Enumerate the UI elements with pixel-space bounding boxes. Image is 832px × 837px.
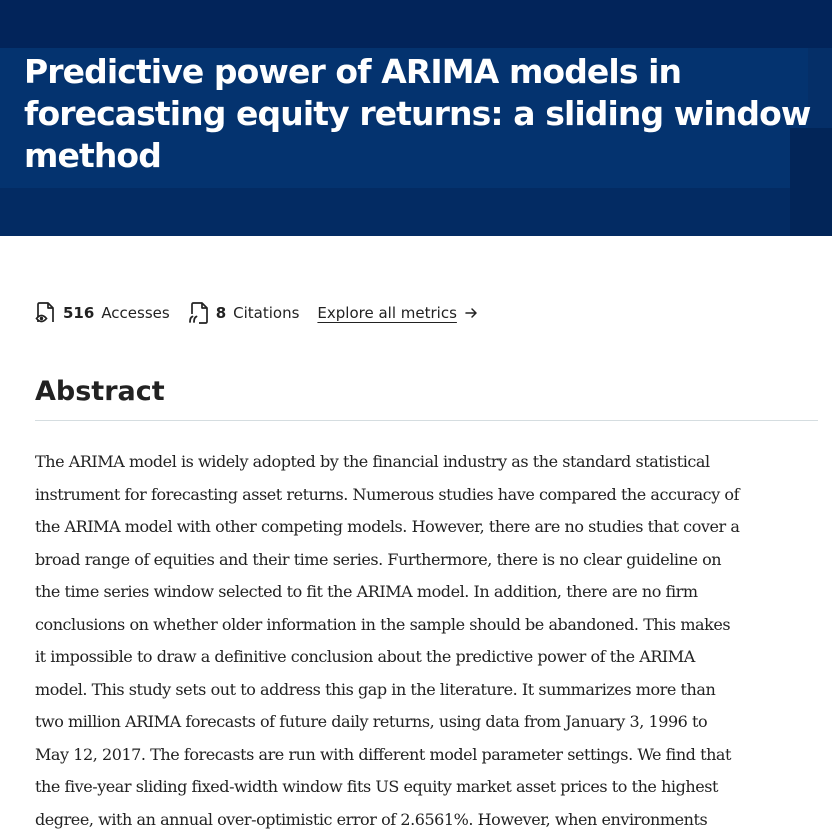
hero-background-tile <box>0 188 790 236</box>
explore-all-metrics-link[interactable] <box>317 304 477 322</box>
abstract-line: two million ARIMA forecasts of future daily returns, using data from January 3, 1996 to <box>35 712 708 731</box>
accesses-label: Accesses <box>101 304 170 322</box>
abstract-heading: Abstract <box>35 376 165 407</box>
section-divider <box>35 420 818 421</box>
article-metrics <box>35 300 478 326</box>
abstract-line: the five-year sliding fixed-width window fits US equity market asset prices to the highest <box>35 777 719 796</box>
abstract-line: model. This study sets out to address this gap in the literature. It summarizes more than <box>35 679 716 699</box>
abstract-line: instrument for forecasting asset returns. Numerous studies have compared the accuracy of <box>35 484 740 504</box>
accesses-metric <box>35 301 170 325</box>
hero-background-tile <box>0 0 832 48</box>
article-hero <box>0 0 832 236</box>
citations-metric <box>188 301 300 325</box>
abstract-text <box>35 446 825 836</box>
accesses-count: 516 <box>63 304 95 322</box>
arrow-right-icon <box>457 307 478 319</box>
abstract-line: degree, with an annual over-optimistic error of 2.6561%. However, when environments <box>35 809 708 829</box>
eye-document-icon <box>35 301 57 325</box>
abstract-line: it impossible to draw a definitive conclusion about the predictive power of the ARIMA <box>35 647 695 666</box>
explore-all-metrics-label: Explore all metrics <box>317 304 457 322</box>
abstract-line: conclusions on whether older information in the sample should be abandoned. This makes <box>35 614 731 634</box>
abstract-line: broad range of equities and their time series. Furthermore, there is no clear guideline on <box>35 549 722 569</box>
abstract-line: May 12, 2017. The forecasts are run with different model parameter settings. We find that <box>35 744 732 764</box>
article-title: Predictive power of ARIMA models in forecasting equity returns: a sliding window method <box>24 52 811 175</box>
abstract-line: the ARIMA model with other competing models. However, there are no studies that cover a <box>35 517 740 536</box>
quote-document-icon <box>188 301 210 325</box>
abstract-line: The ARIMA model is widely adopted by the financial industry as the standard statistical <box>35 452 710 471</box>
abstract-line: the time series window selected to fit the ARIMA model. In addition, there are no firm <box>35 582 698 601</box>
citations-count: 8 <box>215 304 227 322</box>
citations-label: Citations <box>233 304 300 322</box>
